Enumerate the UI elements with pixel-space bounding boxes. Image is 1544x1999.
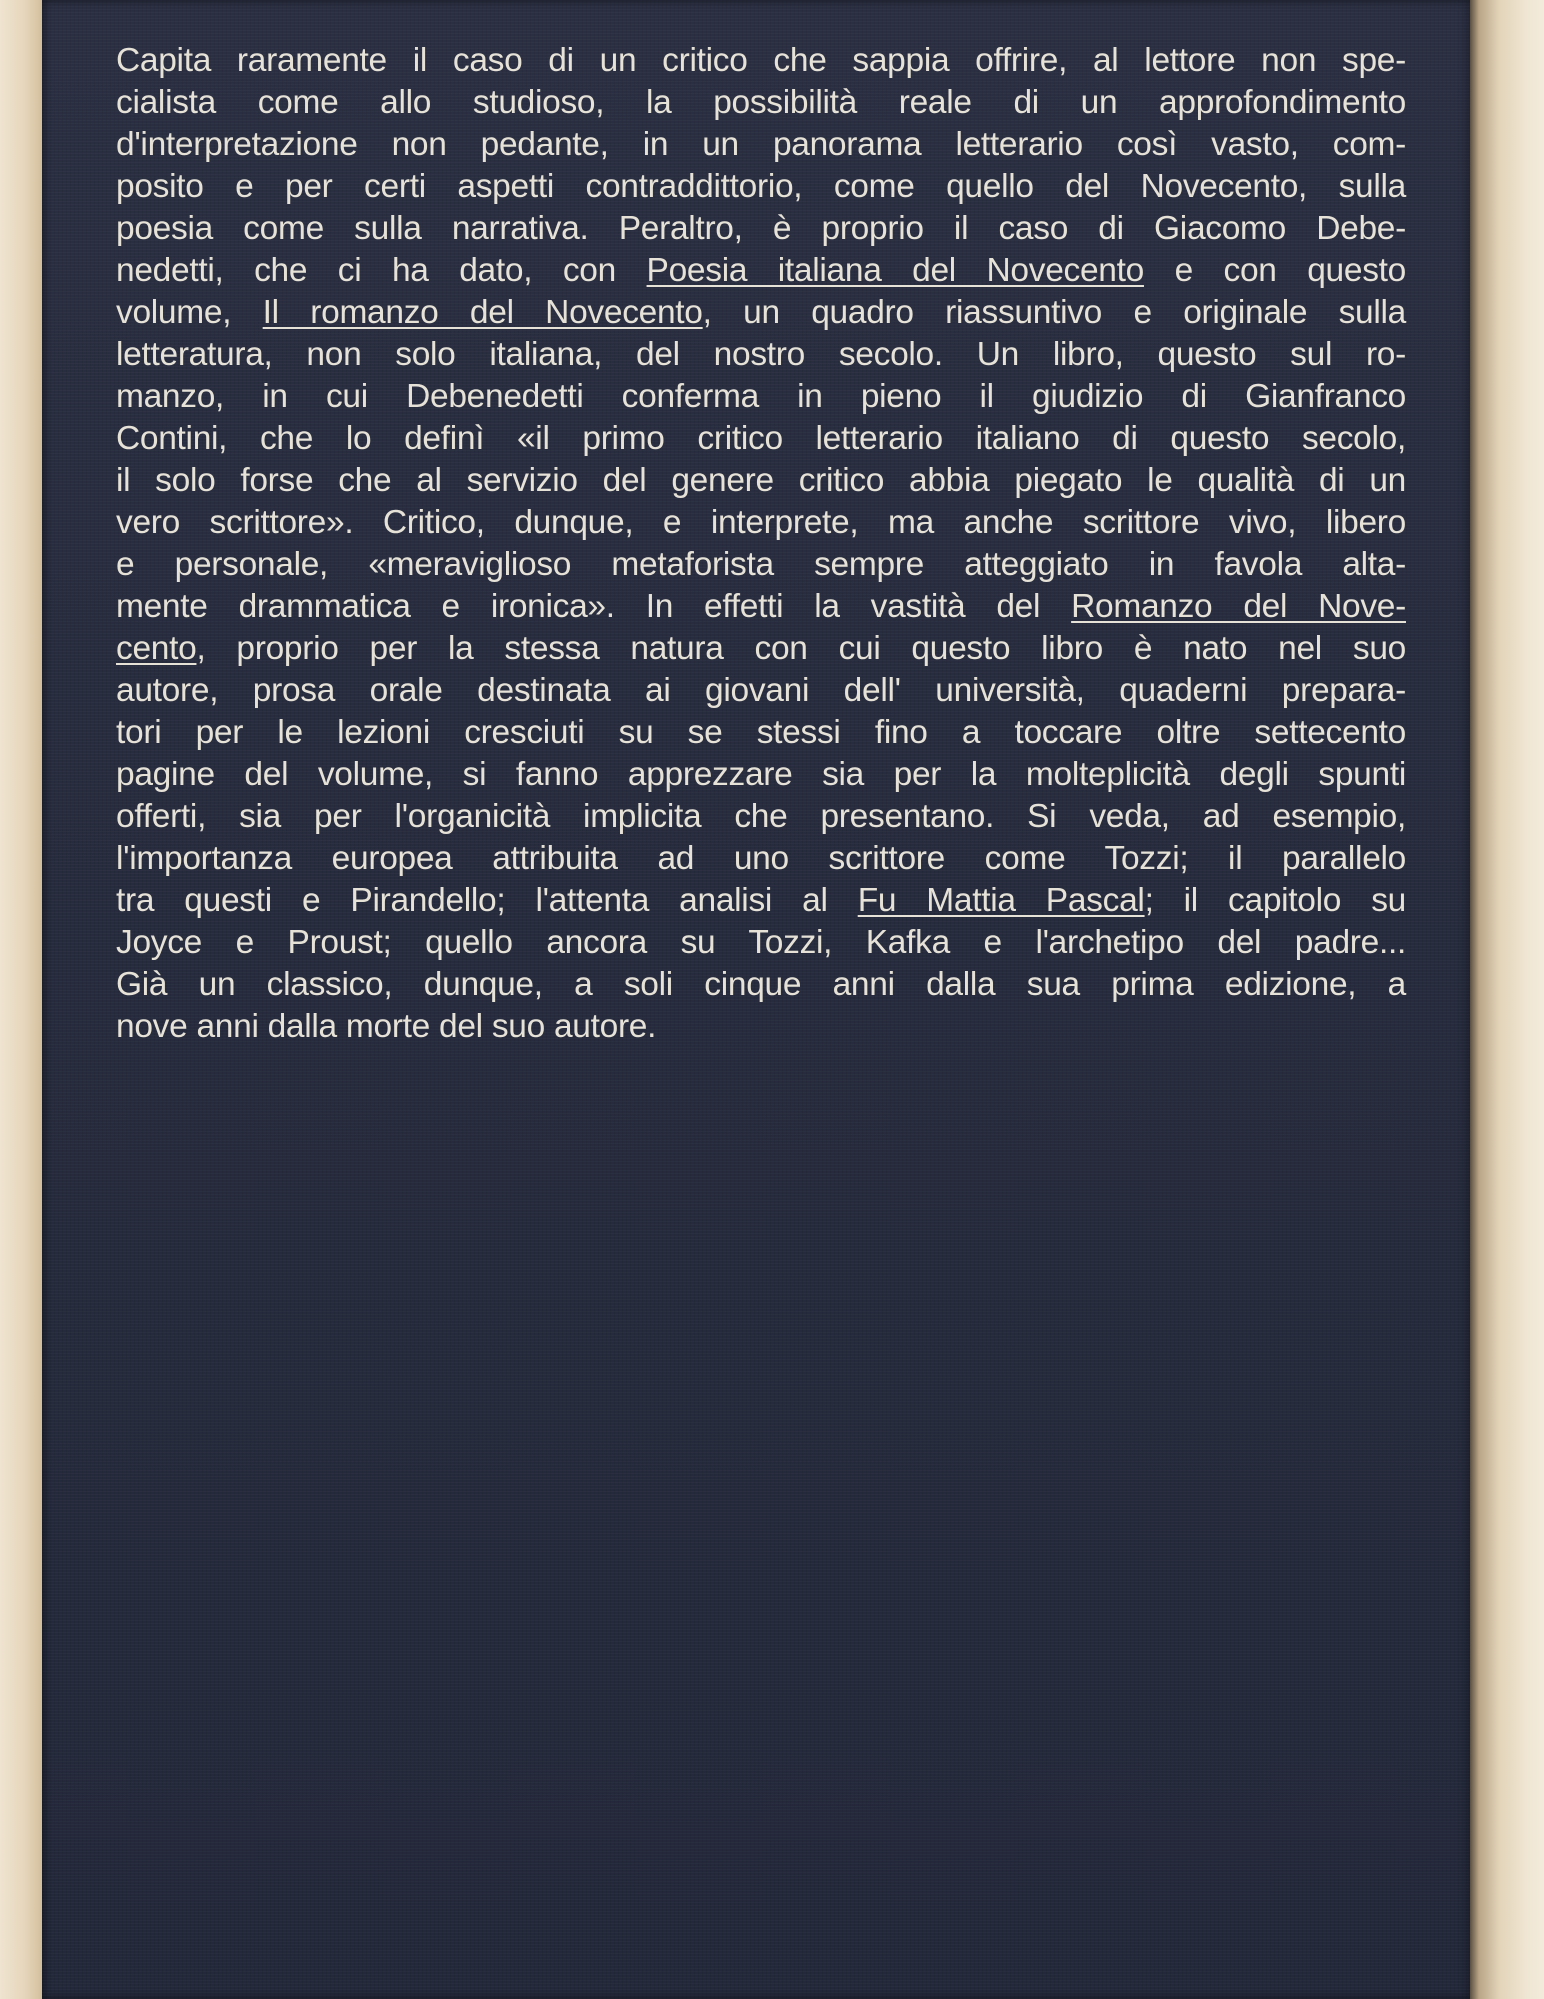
title-romanzo-part2: cento <box>116 630 197 667</box>
blurb-line: letteratura, non solo italiana, del nostro secolo. Un libro, questo sul ro- <box>116 336 1406 373</box>
blurb-line: l'importanza europea attribuita ad uno scrittore come Tozzi; il parallelo <box>116 840 1406 877</box>
blurb-line <box>116 880 1406 922</box>
text-run: nedetti, che ci ha dato, con <box>116 252 647 289</box>
blurb-line: offerti, sia per l'organicità implicita che presentano. Si veda, ad esempio, <box>116 798 1406 835</box>
blurb-line: d'interpretazione non pedante, in un panorama letterario così vasto, com- <box>116 126 1406 163</box>
blurb-text <box>116 40 1406 1048</box>
blurb-line: vero scrittore». Critico, dunque, e interprete, ma anche scrittore vivo, libero <box>116 504 1406 541</box>
text-run: , proprio per la stessa natura con cui questo libro è nato nel suo <box>196 630 1406 667</box>
blurb-line <box>116 586 1406 628</box>
title-poesia-italiana: Poesia italiana del Novecento <box>646 252 1144 289</box>
text-run: ; il capitolo su <box>1144 882 1406 919</box>
blurb-line <box>116 292 1406 334</box>
title-fu-mattia-pascal: Fu Mattia Pascal <box>857 882 1145 919</box>
blurb-line: e personale, «meraviglioso metaforista sempre atteggiato in favola alta- <box>116 546 1406 583</box>
text-run: , un quadro riassuntivo e originale sulla <box>702 294 1407 331</box>
blurb-line: Già un classico, dunque, a soli cinque anni dalla sua prima edizione, a <box>116 966 1406 1003</box>
title-romanzo-part1: Romanzo del Nove- <box>1071 588 1406 625</box>
title-il-romanzo: Il romanzo del Novecento <box>262 294 703 331</box>
text-run: mente drammatica e ironica». In effetti la vastità del <box>116 588 1072 625</box>
blurb-line: pagine del volume, si fanno apprezzare sia per la molteplicità degli spunti <box>116 756 1406 793</box>
blurb-line <box>116 250 1406 292</box>
blurb-line: Contini, che lo definì «il primo critico letterario italiano di questo secolo, <box>116 420 1406 457</box>
blurb-line: Joyce e Proust; quello ancora su Tozzi, Kafka e l'archetipo del padre... <box>116 924 1406 961</box>
blurb-line: cialista come allo studioso, la possibilità reale di un approfondimento <box>116 84 1406 121</box>
text-run: volume, <box>116 294 263 331</box>
blurb-line: tori per le lezioni cresciuti su se stessi fino a toccare oltre settecento <box>116 714 1406 751</box>
blurb-line: manzo, in cui Debenedetti conferma in pieno il giudizio di Gianfranco <box>116 378 1406 415</box>
blurb-line: poesia come sulla narrativa. Peraltro, è proprio il caso di Giacomo Debe- <box>116 210 1406 247</box>
blurb-line: posito e per certi aspetti contraddittorio, come quello del Novecento, sulla <box>116 168 1406 205</box>
blurb-line: autore, prosa orale destinata ai giovani dell' università, quaderni prepara- <box>116 672 1406 709</box>
text-run: e con questo <box>1143 252 1406 289</box>
text-run: tra questi e Pirandello; l'attenta analisi al <box>116 882 858 919</box>
page-edge-left <box>0 0 44 1999</box>
page-edge-right <box>1470 0 1544 1999</box>
blurb-line <box>116 628 1406 670</box>
blurb-line: nove anni dalla morte del suo autore. <box>116 1008 657 1045</box>
blurb-line: il solo forse che al servizio del genere critico abbia piegato le qualità di un <box>116 462 1406 499</box>
blurb-line: Capita raramente il caso di un critico che sappia offrire, al lettore non spe- <box>116 42 1406 79</box>
